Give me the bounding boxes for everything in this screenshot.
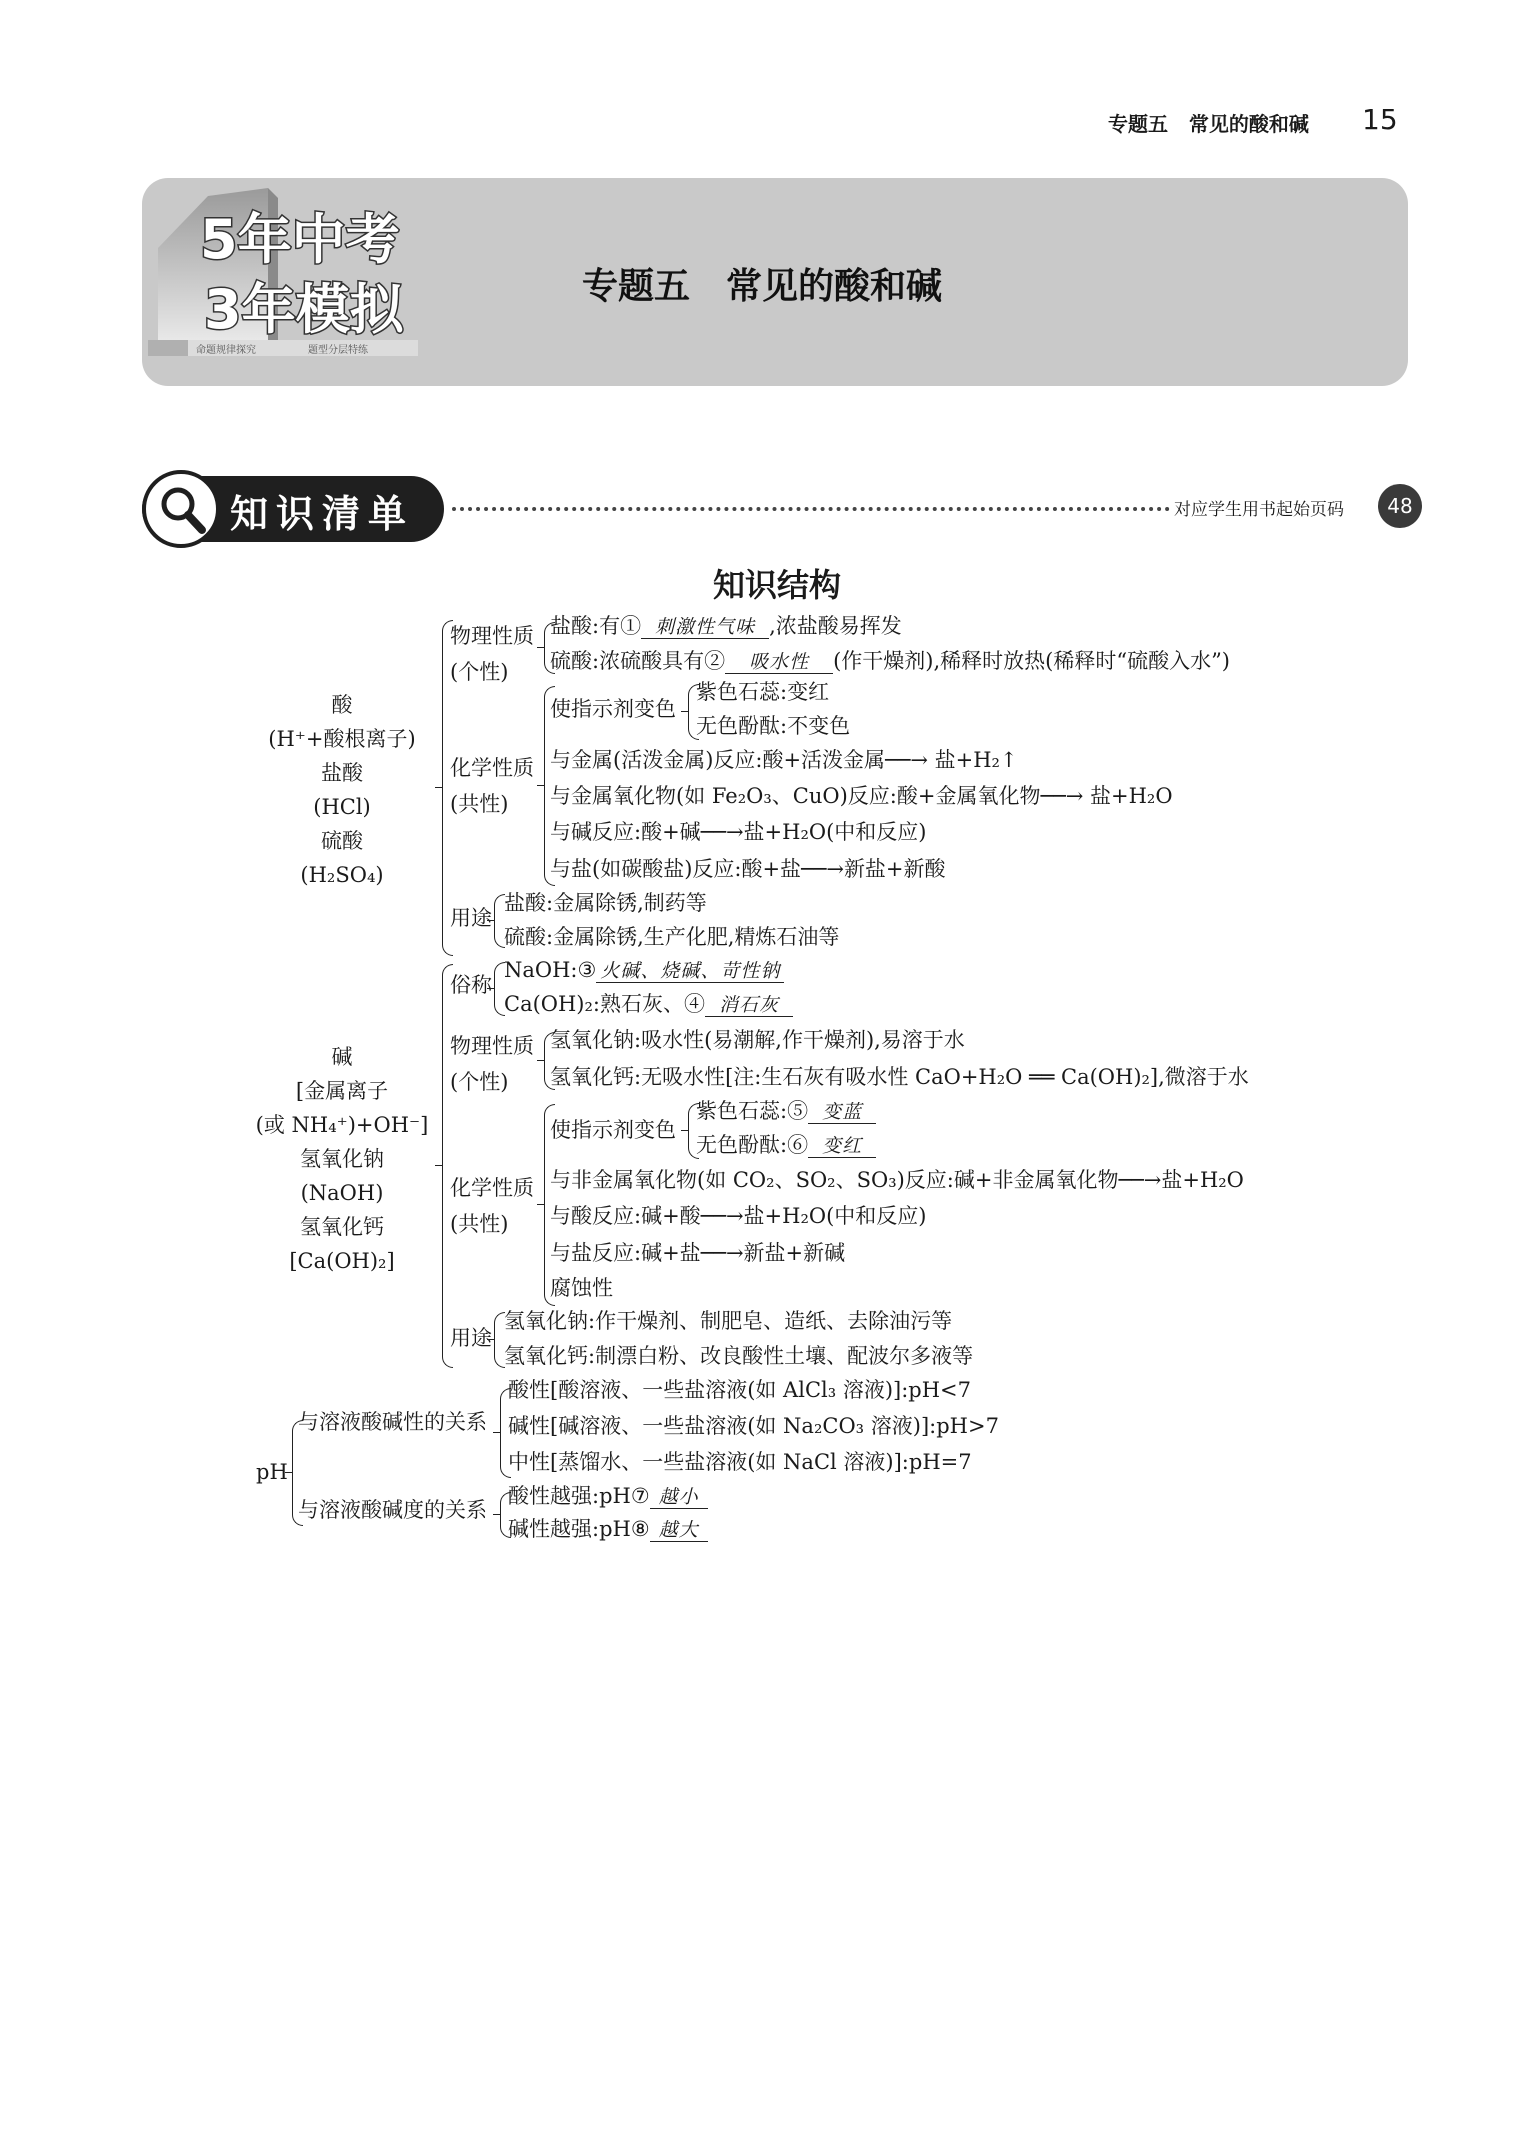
running-header	[1108, 108, 1309, 137]
label-line: 物理性质	[450, 624, 534, 648]
answer-blank-5: 变蓝	[808, 1103, 876, 1124]
alkali-root	[246, 1040, 438, 1278]
ph-root: pH	[256, 1460, 288, 1484]
label-line: (个性)	[450, 660, 509, 684]
alkali-alias2	[504, 994, 793, 1017]
text: Ca(OH)₂:熟石灰、④	[504, 992, 705, 1016]
alkali-alias1	[504, 960, 784, 983]
chapter-title: 专题五 常见的酸和碱	[582, 266, 943, 307]
label-line: (共性)	[450, 792, 509, 816]
alkali-brace	[442, 964, 453, 1368]
text: 紫色石蕊:⑤	[696, 1099, 809, 1123]
magnifier-icon	[142, 470, 220, 548]
acid-phys-hcl	[550, 616, 902, 639]
alkali-phys2: 氢氧化钙:无吸水性[注:生石灰有吸水性 CaO+H₂O ══ Ca(OH)₂],微溶于水	[550, 1065, 1249, 1089]
header-topic-name: 常见的酸和碱	[1188, 112, 1309, 136]
answer-blank-3: 火碱、烧碱、苛性钠	[596, 962, 784, 983]
ph-acid-strong	[508, 1486, 708, 1509]
alkali-root-line: 碱	[331, 1045, 353, 1069]
text: 碱性越强:pH⑧	[508, 1517, 650, 1541]
text: ,浓盐酸易挥发	[769, 614, 902, 638]
alkali-corrosive: 腐蚀性	[550, 1276, 613, 1300]
logo-line1: 5年中考	[200, 208, 400, 271]
alkali-root-line: (NaOH)	[300, 1181, 384, 1205]
alkali-root-line: 氢氧化钙	[300, 1215, 384, 1239]
answer-blank-1: 刺激性气味	[641, 618, 769, 639]
acid-metal: 与金属(活泼金属)反应:酸+活泼金属──→ 盐+H₂↑	[550, 748, 1018, 772]
acid-salt: 与盐(如碳酸盐)反应:酸+盐──→新盐+新酸	[550, 857, 946, 881]
alkali-root-line: [金属离子	[295, 1079, 389, 1103]
acid-phys-h2so4	[550, 651, 1230, 674]
page-number: 15	[1362, 103, 1398, 136]
alkali-root-line: 氢氧化钠	[300, 1147, 384, 1171]
text: 硫酸:浓硫酸具有②	[550, 649, 726, 673]
text: 酸性越强:pH⑦	[508, 1484, 650, 1508]
section-ref-text: 对应学生用书起始页码	[1174, 500, 1344, 520]
alkali-phys-label	[450, 1028, 534, 1100]
label-line: 化学性质	[450, 756, 534, 780]
label-line: (个性)	[450, 1070, 509, 1094]
text: (作干燥剂),稀释时放热(稀释时“硫酸入水”)	[833, 649, 1230, 673]
section-dotted-rule	[452, 507, 1170, 511]
text: 无色酚酞:⑥	[696, 1133, 809, 1157]
acid-root-line: 硫酸	[321, 829, 363, 853]
answer-blank-4: 消石灰	[705, 996, 793, 1017]
alkali-indicator: 使指示剂变色	[550, 1118, 676, 1142]
alkali-root-line: [Ca(OH)₂]	[289, 1249, 395, 1273]
alkali-chem-label	[450, 1170, 534, 1242]
section-title: 知识清单	[230, 492, 415, 536]
answer-blank-8: 越大	[650, 1521, 708, 1542]
acid-ind1: 紫色石蕊:变红	[696, 680, 830, 704]
logo-tag1: 命题规律探究	[196, 345, 256, 356]
label-line: 物理性质	[450, 1034, 534, 1058]
ph-acidic: 酸性[酸溶液、一些盐溶液(如 AlCl₃ 溶液)]:pH<7	[508, 1378, 971, 1402]
header-topic: 专题五	[1108, 112, 1168, 136]
alkali-salt: 与盐反应:碱+盐──→新盐+新碱	[550, 1241, 846, 1265]
section-ref-page: 48	[1378, 484, 1422, 528]
text: 盐酸:有①	[550, 614, 642, 638]
ph-neutral: 中性[蒸馏水、一些盐溶液(如 NaCl 溶液)]:pH=7	[508, 1450, 972, 1474]
ph-base-strong	[508, 1519, 708, 1542]
alkali-phys1: 氢氧化钠:吸水性(易潮解,作干燥剂),易溶于水	[550, 1028, 965, 1052]
acid-root-line: 盐酸	[321, 761, 363, 785]
alkali-use-label: 用途	[450, 1326, 492, 1350]
acid-root-line: (H₂SO₄)	[300, 863, 384, 887]
acid-indicator: 使指示剂变色	[550, 697, 676, 721]
brand-logo	[148, 188, 418, 368]
alkali-ind1	[696, 1101, 876, 1124]
acid-use-label: 用途	[450, 906, 492, 930]
alkali-alias-label: 俗称	[450, 973, 492, 997]
label-line: (共性)	[450, 1212, 509, 1236]
alkali-ind2	[696, 1135, 876, 1158]
ph-rel2: 与溶液酸碱度的关系	[298, 1498, 487, 1522]
acid-oxide: 与金属氧化物(如 Fe₂O₃、CuO)反应:酸+金属氧化物──→ 盐+H₂O	[550, 784, 1173, 808]
acid-ind2: 无色酚酞:不变色	[696, 714, 851, 738]
acid-use2: 硫酸:金属除锈,生产化肥,精炼石油等	[504, 925, 840, 949]
acid-root-line: 酸	[331, 693, 353, 717]
logo-tag2: 题型分层特练	[308, 345, 368, 356]
acid-chem-label	[450, 750, 534, 822]
text: NaOH:③	[504, 958, 597, 982]
alkali-nonmetal: 与非金属氧化物(如 CO₂、SO₂、SO₃)反应:碱+非金属氧化物──→盐+H₂O	[550, 1168, 1244, 1192]
ph-basic: 碱性[碱溶液、一些盐溶液(如 Na₂CO₃ 溶液)]:pH>7	[508, 1414, 999, 1438]
alkali-acid: 与酸反应:碱+酸──→盐+H₂O(中和反应)	[550, 1204, 927, 1228]
acid-phys-label	[450, 618, 534, 690]
structure-title: 知识结构	[713, 566, 842, 604]
acid-base: 与碱反应:酸+碱──→盐+H₂O(中和反应)	[550, 820, 927, 844]
logo-line2: 3年模拟	[204, 278, 404, 341]
answer-blank-6: 变红	[808, 1137, 876, 1158]
alkali-use1: 氢氧化钠:作干燥剂、制肥皂、造纸、去除油污等	[504, 1309, 953, 1333]
answer-blank-7: 越小	[650, 1488, 708, 1509]
alkali-use2: 氢氧化钙:制漂白粉、改良酸性土壤、配波尔多液等	[504, 1344, 974, 1368]
acid-use1: 盐酸:金属除锈,制药等	[504, 891, 707, 915]
acid-root-line: (H⁺+酸根离子)	[268, 727, 416, 751]
acid-root-line: (HCl)	[313, 795, 371, 819]
acid-root	[262, 688, 422, 892]
label-line: 化学性质	[450, 1176, 534, 1200]
ph-rel1: 与溶液酸碱性的关系	[298, 1410, 487, 1434]
alkali-root-line: (或 NH₄⁺)+OH⁻]	[255, 1113, 429, 1137]
answer-blank-2: 吸水性	[725, 653, 833, 674]
